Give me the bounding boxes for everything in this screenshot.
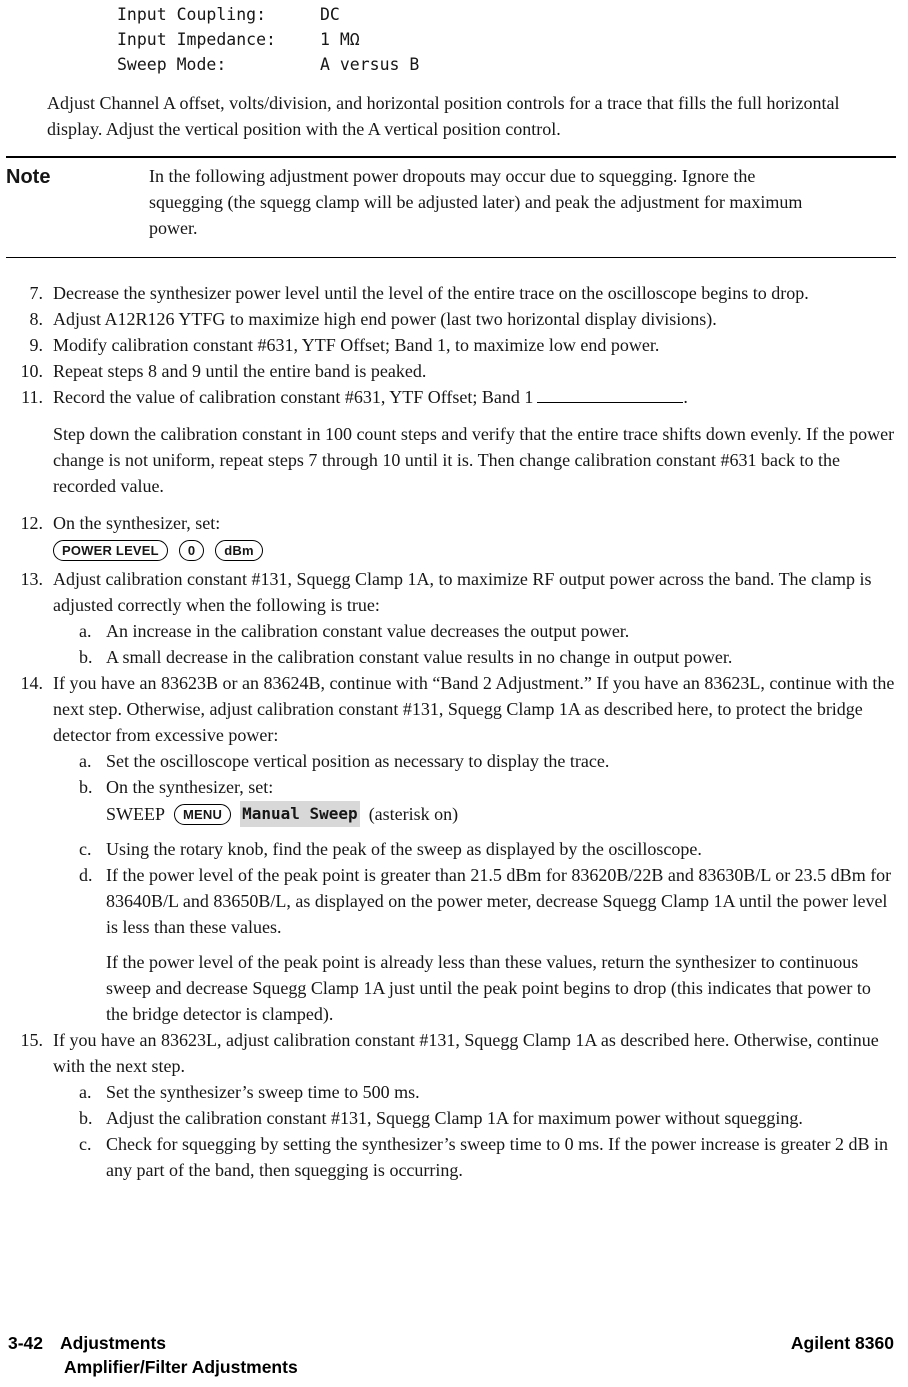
- step-number-spacer: [6, 421, 43, 499]
- step-number: 14.: [20, 673, 43, 693]
- sub-step-text: Set the synthesizer’s sweep time to 500 ms.: [106, 1082, 420, 1102]
- sub-step-text: A small decrease in the calibration constant value results in no change in output power.: [106, 647, 733, 667]
- power-level-key: POWER LEVEL: [53, 540, 168, 561]
- zero-key: 0: [179, 540, 204, 561]
- step-number: 15.: [20, 1030, 43, 1050]
- spacer: [106, 940, 896, 949]
- settings-row: [117, 52, 896, 77]
- sub-step-continuation: If the power level of the peak point is already less than these values, return the synthesizer to continuous sweep and decrease Squegg Clamp 1A just until the peak point begins to drop (this indicates that power to the bridge detector is clamped).: [106, 952, 871, 1024]
- sub-step-text: If the power level of the peak point is greater than 21.5 dBm for 83620B/22B and 83630B/L or 23.5 dBm for 83640B/L and 83650B/L, as displayed on the power meter, decrease Squegg Clamp 1A until the power level is less than these values.: [106, 865, 892, 937]
- step-text: On the synthesizer, set:: [53, 513, 221, 533]
- sweep-menu-line: [106, 801, 896, 827]
- setting-value: A versus B: [320, 55, 420, 74]
- sub-step-letter: a.: [79, 751, 92, 771]
- sub-step-letter: c.: [79, 839, 92, 859]
- step-number: 10.: [20, 361, 43, 381]
- step-14: [6, 670, 896, 1027]
- note-section: [6, 156, 896, 258]
- paragraph-after-step-11: [6, 421, 896, 499]
- step-text: Decrease the synthesizer power level until the level of the entire trace on the oscilloscope begins to drop.: [53, 283, 809, 303]
- sub-step-letter: d.: [79, 865, 93, 885]
- step-13: [6, 566, 896, 670]
- paragraph-text: Step down the calibration constant in 100 count steps and verify that the entire trace shifts down evenly. If the power change is not uniform, repeat steps 7 through 10 until it is. Then change calibration constant #631 back to the recorded value.: [53, 424, 895, 496]
- step-text: Modify calibration constant #631, YTF Offset; Band 1, to maximize low end power.: [53, 335, 660, 355]
- sub-step-letter: b.: [79, 1108, 93, 1128]
- step-12: [6, 510, 896, 566]
- dbm-key: dBm: [215, 540, 263, 561]
- step-text: Adjust A12R126 YTFG to maximize high end power (last two horizontal display divisions).: [53, 309, 717, 329]
- step-15: [6, 1027, 896, 1183]
- setting-value: DC: [320, 5, 340, 24]
- settings-row: [117, 27, 896, 52]
- step-7: [6, 280, 896, 306]
- intro-paragraph: Adjust Channel A offset, volts/division, and horizontal position controls for a trace that fills the full horizontal display. Adjust the vertical position with the A vertical position control.: [47, 93, 840, 139]
- step-10: [6, 358, 896, 384]
- setting-label: Input Coupling:: [117, 5, 267, 24]
- step-text: [53, 384, 896, 410]
- sub-step-13b: [53, 644, 896, 670]
- sub-step-14b: [53, 774, 896, 836]
- settings-block: [117, 2, 896, 77]
- step-number: 7.: [29, 283, 43, 303]
- setting-label: Input Impedance:: [117, 30, 276, 49]
- settings-row: [117, 2, 896, 27]
- manual-sweep-softkey: Manual Sweep: [240, 801, 360, 827]
- footer-subsection: Amplifier/Filter Adjustments: [64, 1357, 298, 1377]
- step-9: [6, 332, 896, 358]
- sub-step-text: Adjust the calibration constant #131, Squegg Clamp 1A for maximum power without squegging.: [106, 1108, 803, 1128]
- sub-step-14c: [53, 836, 896, 862]
- step-number: 12.: [20, 513, 43, 533]
- sub-step-letter: b.: [79, 777, 93, 797]
- sub-step-letter: a.: [79, 1082, 92, 1102]
- front-panel-keys: [53, 540, 896, 561]
- step-text: Repeat steps 8 and 9 until the entire band is peaked.: [53, 361, 427, 381]
- step-number: 9.: [29, 335, 43, 355]
- sub-step-text: Check for squegging by setting the synthesizer’s sweep time to 0 ms. If the power increase is greater 2 dB in any part of the band, then squegging is occurring.: [106, 1134, 888, 1180]
- sub-step-letter: c.: [79, 1134, 92, 1154]
- step-text: If you have an 83623L, adjust calibration constant #131, Squegg Clamp 1A as described here. Otherwise, continue with the next step.: [53, 1030, 879, 1076]
- sub-step-15a: [53, 1079, 896, 1105]
- sub-step-14d: [53, 862, 896, 1027]
- sub-step-text: An increase in the calibration constant value decreases the output power.: [106, 621, 630, 641]
- asterisk-note: (asterisk on): [368, 804, 459, 824]
- setting-label: Sweep Mode:: [117, 55, 227, 74]
- step-11: [6, 384, 896, 410]
- page-number: 3-42: [8, 1333, 44, 1353]
- step-8: [6, 306, 896, 332]
- footer-row: [8, 1331, 894, 1355]
- note-label: Note: [6, 166, 51, 188]
- step-text: Adjust calibration constant #131, Squegg Clamp 1A, to maximize RF output power across the band. The clamp is adjusted correctly when the following is true:: [53, 569, 872, 615]
- page-footer: [8, 1331, 894, 1379]
- sub-step-text: Set the oscilloscope vertical position as necessary to display the trace.: [106, 751, 610, 771]
- step-number: 11.: [21, 387, 43, 407]
- step-number: 8.: [29, 309, 43, 329]
- sub-step-text: On the synthesizer, set:: [106, 777, 274, 797]
- note-text: In the following adjustment power dropouts may occur due to squegging. Ignore the squegging (the squegg clamp will be adjusted later) and peak the adjustment for maximum power.: [149, 166, 803, 238]
- step-text-after-blank: .: [683, 387, 688, 407]
- sub-step-letter: a.: [79, 621, 92, 641]
- step-number: 13.: [20, 569, 43, 589]
- footer-section: Adjustments: [60, 1333, 167, 1353]
- setting-value: 1 MΩ: [320, 30, 360, 49]
- sub-step-letter: b.: [79, 647, 93, 667]
- step-text-before-blank: Record the value of calibration constant #631, YTF Offset; Band 1: [53, 387, 534, 407]
- sub-step-13a: [53, 618, 896, 644]
- panel-label-sweep: SWEEP: [106, 804, 166, 824]
- menu-key: MENU: [174, 804, 231, 825]
- sub-step-text: Using the rotary knob, find the peak of the sweep as displayed by the oscilloscope.: [106, 839, 702, 859]
- step-text: If you have an 83623B or an 83624B, continue with “Band 2 Adjustment.” If you have an 83623L, continue with the next step. Otherwise, adjust calibration constant #131, Squegg Clamp 1A as described here, to protect the bridge detector from excessive power:: [53, 673, 895, 745]
- sub-step-14a: [53, 748, 896, 774]
- sub-step-15c: [53, 1131, 896, 1183]
- fill-in-blank: [537, 388, 683, 403]
- steps-list: [6, 280, 896, 1183]
- footer-product: Agilent 8360: [790, 1333, 894, 1353]
- sub-step-15b: [53, 1105, 896, 1131]
